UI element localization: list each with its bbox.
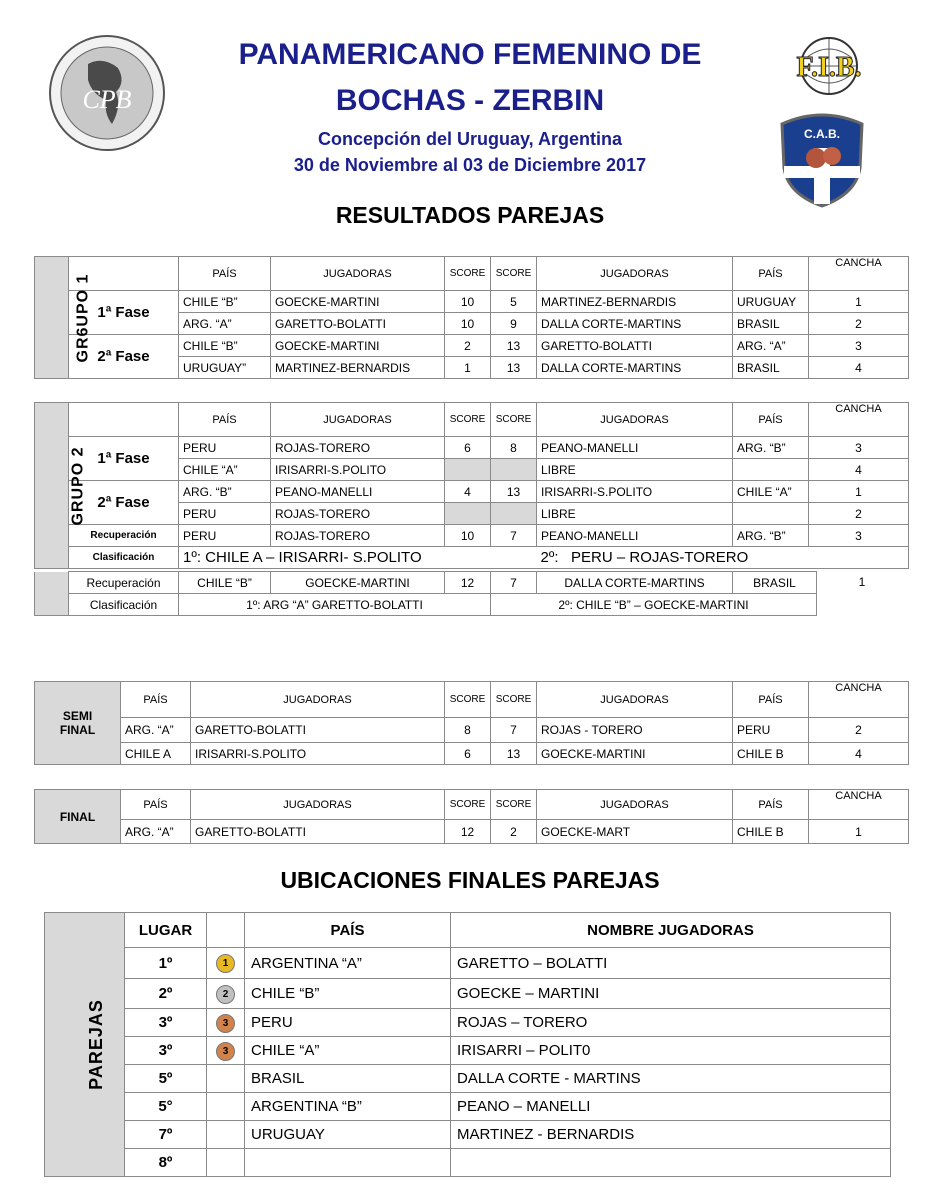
clasificacion-label: Clasificación: [69, 547, 179, 569]
final-label: FINAL: [35, 790, 121, 844]
semi-final-table: [34, 681, 909, 765]
parejas-label: PAREJAS: [45, 913, 125, 1177]
table-row: CHILE A IRISARRI-S.POLITO 6 13 GOECKE-MARTINI CHILE B 4: [35, 743, 909, 765]
section-title-ubicaciones: UBICACIONES FINALES PAREJAS: [280, 867, 660, 893]
col-pais: PAÍS: [179, 257, 271, 291]
fase-label: 2ª Fase: [69, 335, 179, 379]
table-row: 7º URUGUAY MARTINEZ - BERNARDIS: [45, 1121, 891, 1149]
clasificacion-label: Clasificación: [69, 594, 179, 616]
semi-final-label: SEMI FINAL: [35, 682, 121, 765]
event-location: Concepción del Uruguay, Argentina: [317, 129, 623, 149]
col-jugadoras: JUGADORAS: [191, 682, 445, 718]
col-nombre: NOMBRE JUGADORAS: [451, 913, 891, 948]
col-score: SCORE: [491, 403, 537, 437]
event-dates: 30 de Noviembre al 03 de Diciembre 2017: [293, 155, 647, 175]
col-pais: PAÍS: [733, 403, 809, 437]
col-jugadoras: JUGADORAS: [537, 790, 733, 820]
final-table: [34, 789, 909, 844]
table-row: PERU ROJAS-TORERO LIBRE 2: [35, 503, 909, 525]
fase-label: 2ª Fase: [69, 481, 179, 525]
section-title-resultados: RESULTADOS PAREJAS: [335, 202, 605, 228]
clasificacion-1: 1º: CHILE A – IRISARRI- S.POLITO: [179, 547, 537, 569]
grupo2-extra-cancha: 1: [858, 575, 866, 589]
grupo2-table: [34, 402, 909, 569]
col-pais: PAÍS: [121, 682, 191, 718]
svg-text:F.I.B.: F.I.B.: [796, 52, 862, 83]
table-row: 1º 1 ARGENTINA “A” GARETTO – BOLATTI: [45, 948, 891, 979]
col-lugar: LUGAR: [125, 913, 207, 948]
table-row: Recuperación PERU ROJAS-TORERO 10 7 PEANO-MANELLI ARG. “B” 3: [35, 525, 909, 547]
col-score: SCORE: [491, 682, 537, 718]
bronze-medal-icon: 3: [216, 1042, 235, 1061]
col-score: SCORE: [445, 790, 491, 820]
title-line-1: PANAMERICANO FEMENINO DE: [238, 38, 702, 71]
col-pais: PAÍS: [245, 913, 451, 948]
table-row: [35, 547, 909, 569]
svg-text:CPB: CPB: [82, 85, 132, 114]
table-row: Recuperación CHILE “B” GOECKE-MARTINI 12 7 DALLA CORTE-MARTINS BRASIL: [35, 572, 817, 594]
col-cancha: CANCHA: [809, 682, 909, 718]
table-row: Clasificación 1º: ARG “A” GARETTO-BOLATTI 2º: CHILE “B” – GOECKE-MARTINI: [35, 594, 817, 616]
table-row: 1ª Fase CHILE “B” GOECKE-MARTINI 10 5 MARTINEZ-BERNARDIS URUGUAY 1: [35, 291, 909, 313]
silver-medal-icon: 2: [216, 985, 235, 1004]
ubicaciones-table: [44, 912, 891, 1177]
col-jugadoras: JUGADORAS: [271, 403, 445, 437]
col-score: SCORE: [445, 257, 491, 291]
clasificacion-2: 2º: PERU – ROJAS-TORERO: [537, 547, 909, 569]
col-jugadoras: JUGADORAS: [537, 257, 733, 291]
grupo2-label: GRUPO 2: [35, 403, 69, 569]
grupo1-label: GR6UPO 1: [35, 257, 69, 379]
fase-label: 1ª Fase: [69, 437, 179, 481]
cpb-logo: [48, 34, 166, 152]
col-pais: PAÍS: [733, 682, 809, 718]
table-row: ARG. “A” GARETTO-BOLATTI 10 9 DALLA CORTE-MARTINS BRASIL 2: [35, 313, 909, 335]
col-pais: PAÍS: [733, 257, 809, 291]
grupo2-extra-table: [34, 571, 817, 616]
gold-medal-icon: 1: [216, 954, 235, 973]
col-score: SCORE: [445, 682, 491, 718]
col-jugadoras: JUGADORAS: [537, 682, 733, 718]
table-row: URUGUAY” MARTINEZ-BERNARDIS 1 13 DALLA CORTE-MARTINS BRASIL 4: [35, 357, 909, 379]
table-row: ARG. “A” GARETTO-BOLATTI 12 2 GOECKE-MART CHILE B 1: [35, 820, 909, 844]
col-score: SCORE: [445, 403, 491, 437]
col-cancha: CANCHA: [809, 790, 909, 820]
col-cancha: CANCHA: [809, 257, 909, 291]
table-row: ARG. “A” GARETTO-BOLATTI 8 7 ROJAS - TORERO PERU 2: [35, 718, 909, 743]
svg-text:C.A.B.: C.A.B.: [804, 127, 840, 141]
recuperacion-label: Recuperación: [69, 525, 179, 547]
table-row: 8º: [45, 1149, 891, 1177]
table-row: 3º 3 PERU ROJAS – TORERO: [45, 1009, 891, 1037]
table-row: 5° ARGENTINA “B” PEANO – MANELLI: [45, 1093, 891, 1121]
table-row: 2ª Fase CHILE “B” GOECKE-MARTINI 2 13 GARETTO-BOLATTI ARG. “A” 3: [35, 335, 909, 357]
col-pais: PAÍS: [733, 790, 809, 820]
col-jugadoras: JUGADORAS: [537, 403, 733, 437]
table-row: 5º BRASIL DALLA CORTE - MARTINS: [45, 1065, 891, 1093]
table-row: CHILE “A” IRISARRI-S.POLITO LIBRE 4: [35, 459, 909, 481]
grupo1-table: [34, 256, 909, 379]
col-score: SCORE: [491, 790, 537, 820]
col-jugadoras: JUGADORAS: [271, 257, 445, 291]
title-line-2: BOCHAS - ZERBIN: [335, 84, 605, 117]
table-row: 2ª Fase ARG. “B” PEANO-MANELLI 4 13 IRISARRI-S.POLITO CHILE “A” 1: [35, 481, 909, 503]
col-jugadoras: JUGADORAS: [191, 790, 445, 820]
table-row: 1ª Fase PERU ROJAS-TORERO 6 8 PEANO-MANELLI ARG. “B” 3: [35, 437, 909, 459]
table-row: 3º 3 CHILE “A” IRISARRI – POLIT0: [45, 1037, 891, 1065]
bronze-medal-icon: 3: [216, 1014, 235, 1033]
recuperacion-label: Recuperación: [69, 572, 179, 594]
col-score: SCORE: [491, 257, 537, 291]
col-pais: PAÍS: [121, 790, 191, 820]
fase-label: 1ª Fase: [69, 291, 179, 335]
table-row: 2º 2 CHILE “B” GOECKE – MARTINI: [45, 979, 891, 1009]
col-pais: PAÍS: [179, 403, 271, 437]
col-cancha: CANCHA: [809, 403, 909, 437]
